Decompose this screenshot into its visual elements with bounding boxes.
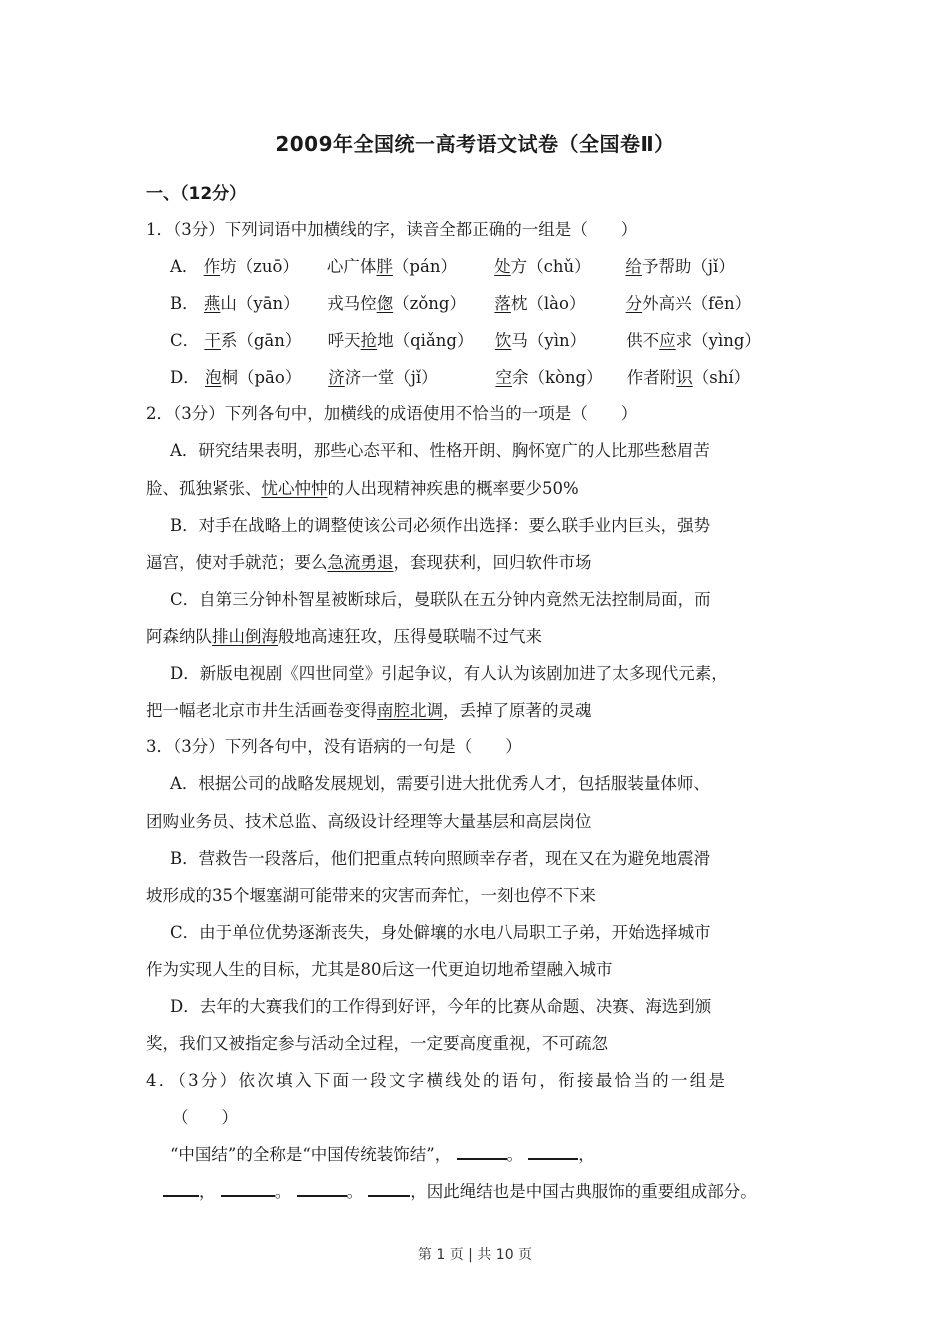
q1-word: 泡桐（pāo） bbox=[204, 368, 302, 387]
q3-option-d-line1: D．去年的大赛我们的工作得到好评，今年的比赛从命题、决赛、海选到颁 bbox=[170, 997, 712, 1016]
q1-word: 呼天抢地（qiǎng） bbox=[327, 331, 474, 350]
option-label: A． bbox=[170, 257, 199, 276]
q1-option-d bbox=[170, 367, 750, 389]
question-2-stem: 2．（3分）下列各句中，加横线的成语使用不恰当的一项是（ ） bbox=[146, 404, 638, 423]
document-title: 2009年全国统一高考语文试卷（全国卷Ⅱ） bbox=[275, 132, 675, 156]
q4-passage-line2: ， 。 。 ，因此绳结也是中国古典服饰的重要组成部分。 bbox=[163, 1181, 757, 1203]
q1-word: 空余（kòng） bbox=[495, 368, 603, 387]
q1-word: 戎马倥偬（zǒng） bbox=[327, 294, 466, 313]
underlined-idiom: 急流勇退 bbox=[327, 553, 394, 572]
q2-option-d-line2: 把一幅老北京市井生活画卷变得南腔北调，丢掉了原著的灵魂 bbox=[146, 701, 592, 720]
underlined-idiom: 忧心忡忡 bbox=[261, 479, 328, 498]
page-footer: 第 1 页 | 共 10 页 bbox=[417, 1247, 533, 1263]
q4-passage-line1: “中国结”的全称是“中国传统装饰结”， 。 ， bbox=[170, 1145, 595, 1164]
fill-blank bbox=[528, 1144, 578, 1160]
q3-option-d-line2: 奖，我们又被指定参与活动全过程，一定要高度重视，不可疏忽 bbox=[146, 1034, 608, 1053]
fill-blank bbox=[457, 1144, 507, 1160]
fill-blank bbox=[368, 1181, 410, 1197]
option-label: B． bbox=[170, 294, 199, 313]
q1-word: 分外高兴（fēn） bbox=[625, 294, 752, 313]
question-3-stem: 3．（3分）下列各句中，没有语病的一句是（ ） bbox=[146, 737, 522, 756]
q1-option-a bbox=[170, 256, 735, 278]
q2-option-c-line2: 阿森纳队排山倒海般地高速狂攻，压得曼联喘不过气来 bbox=[146, 627, 542, 646]
question-4-answer-paren: （ ） bbox=[172, 1108, 238, 1127]
q2-option-a-line2: 脸、孤独紧张、忧心忡忡的人出现精神疾患的概率要少50% bbox=[146, 479, 579, 498]
question-1-stem: 1．（3分）下列词语中加横线的字，读音全都正确的一组是（ ） bbox=[146, 220, 638, 239]
q3-option-b-line1: B．营救告一段落后，他们把重点转向照顾幸存者，现在又在为避免地震滑 bbox=[170, 849, 711, 868]
q3-option-a-line2: 团购业务员、技术总监、高级设计经理等大量基层和高层岗位 bbox=[146, 812, 592, 831]
underlined-idiom: 南腔北调 bbox=[377, 701, 443, 720]
question-4-stem: 4．（3分）依次填入下面一段文字横线处的语句，衔接最恰当的一组是 bbox=[146, 1071, 728, 1090]
q3-option-b-line2: 坡形成的35个堰塞湖可能带来的灾害而奔忙，一刻也停不下来 bbox=[146, 886, 596, 905]
q1-word: 干系（gān） bbox=[204, 331, 302, 350]
q2-option-c-line1: C．自第三分钟朴智星被断球后，曼联队在五分钟内竟然无法控制局面，而 bbox=[170, 590, 711, 609]
option-label: D． bbox=[170, 368, 200, 387]
q1-word: 作者附识（shí） bbox=[626, 368, 751, 387]
q1-option-c bbox=[170, 330, 761, 352]
q2-option-b-line2: 逼宫，使对手就范；要么急流勇退，套现获利，回归软件市场 bbox=[146, 553, 592, 572]
fill-blank bbox=[221, 1181, 275, 1197]
underlined-idiom: 排山倒海 bbox=[212, 627, 278, 646]
section-heading: 一、（12分） bbox=[146, 184, 247, 204]
option-label: C． bbox=[170, 331, 200, 350]
q1-word: 给予帮助（jǐ） bbox=[625, 257, 735, 276]
fill-blank bbox=[297, 1181, 347, 1197]
q2-option-b-line1: B．对手在战略上的调整使该公司必须作出选择：要么联手业内巨头，强势 bbox=[170, 516, 711, 535]
q1-word: 作坊（zuō） bbox=[203, 257, 299, 276]
q1-word: 饮马（yìn） bbox=[494, 331, 587, 350]
q1-word: 落枕（lào） bbox=[494, 294, 586, 313]
q2-option-d-line1: D．新版电视剧《四世同堂》引起争议，有人认为该剧加进了太多现代元素， bbox=[170, 664, 728, 683]
q1-word: 燕山（yān） bbox=[203, 294, 300, 313]
q3-option-a-line1: A．根据公司的战略发展规划，需要引进大批优秀人才，包括服装量体师、 bbox=[170, 774, 710, 793]
q1-word: 供不应求（yìng） bbox=[626, 331, 761, 350]
q1-word: 心广体胖（pán） bbox=[326, 257, 457, 276]
q1-option-b bbox=[170, 293, 751, 315]
fill-blank bbox=[163, 1181, 199, 1197]
q3-option-c-line1: C．由于单位优势逐渐丧失，身处僻壤的水电八局职工子弟，开始选择城市 bbox=[170, 923, 711, 942]
q1-word: 济济一堂（jǐ） bbox=[328, 368, 438, 387]
q1-word: 处方（chǔ） bbox=[494, 257, 591, 276]
q3-option-c-line2: 作为实现人生的目标，尤其是80后这一代更迫切地希望融入城市 bbox=[146, 960, 613, 979]
q2-option-a-line1: A．研究结果表明，那些心态平和、性格开朗、胸怀宽广的人比那些愁眉苦 bbox=[170, 441, 710, 460]
